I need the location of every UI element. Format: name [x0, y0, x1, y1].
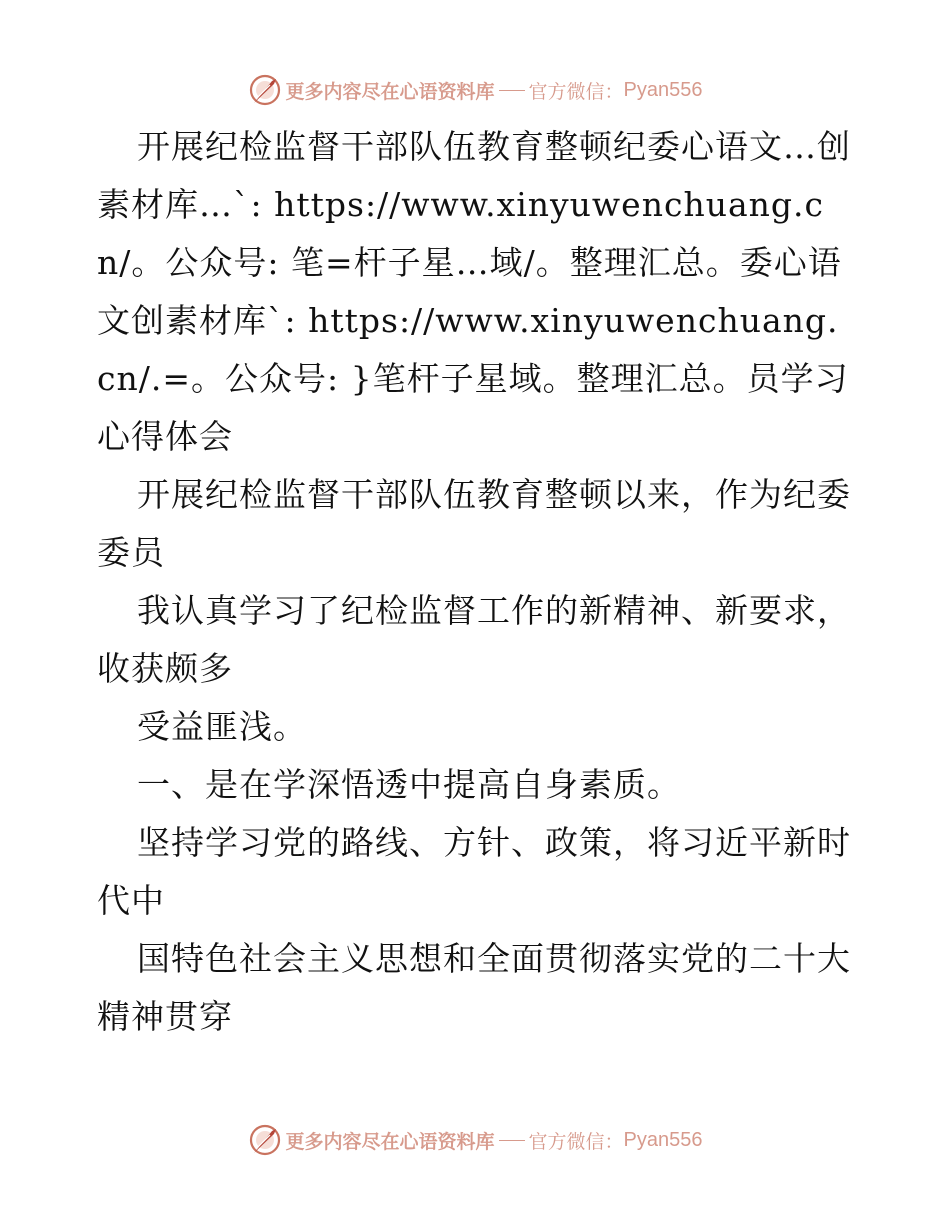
- wechat-id: Pyan556: [623, 78, 703, 101]
- header-watermark-banner: [0, 70, 950, 110]
- banner-dash-divider: [499, 1140, 525, 1141]
- quill-logo-icon: [248, 73, 282, 107]
- site-name-text: 更多内容尽在心语资料库: [285, 80, 495, 103]
- paragraph: 开展纪检监督干部队伍教育整顿纪委心语文…创素材库…`: https://www.xinyuwenchuang.cn/。公众号: 笔=杆子星…域/。整理汇总。委心语文创素材库`: https://www.xinyuwenchuang.cn/.=。公众号: }笔杆子星域。整理汇总。员学习心得体会: [97, 127, 851, 456]
- wechat-label: 官方微信：: [528, 80, 624, 103]
- paragraph: 开展纪检监督干部队伍教育整顿以来，作为纪委委员: [97, 475, 851, 572]
- wechat-label: 官方微信：: [528, 1130, 624, 1153]
- paragraph: 我认真学习了纪检监督工作的新精神、新要求，收获颇多: [97, 591, 851, 688]
- paragraph: 受益匪浅。: [137, 707, 307, 746]
- paragraph: 一、是在学深悟透中提高自身素质。: [137, 765, 681, 804]
- document-body: [97, 118, 857, 1046]
- banner-dash-divider: [499, 90, 525, 91]
- quill-logo-icon: [248, 1123, 282, 1157]
- paragraph: 国特色社会主义思想和全面贯彻落实党的二十大精神贯穿: [97, 939, 851, 1036]
- footer-watermark-banner: [0, 1120, 950, 1160]
- site-name-text: 更多内容尽在心语资料库: [285, 1130, 495, 1153]
- paragraph: 坚持学习党的路线、方针、政策，将习近平新时代中: [97, 823, 851, 920]
- wechat-id: Pyan556: [623, 1128, 703, 1151]
